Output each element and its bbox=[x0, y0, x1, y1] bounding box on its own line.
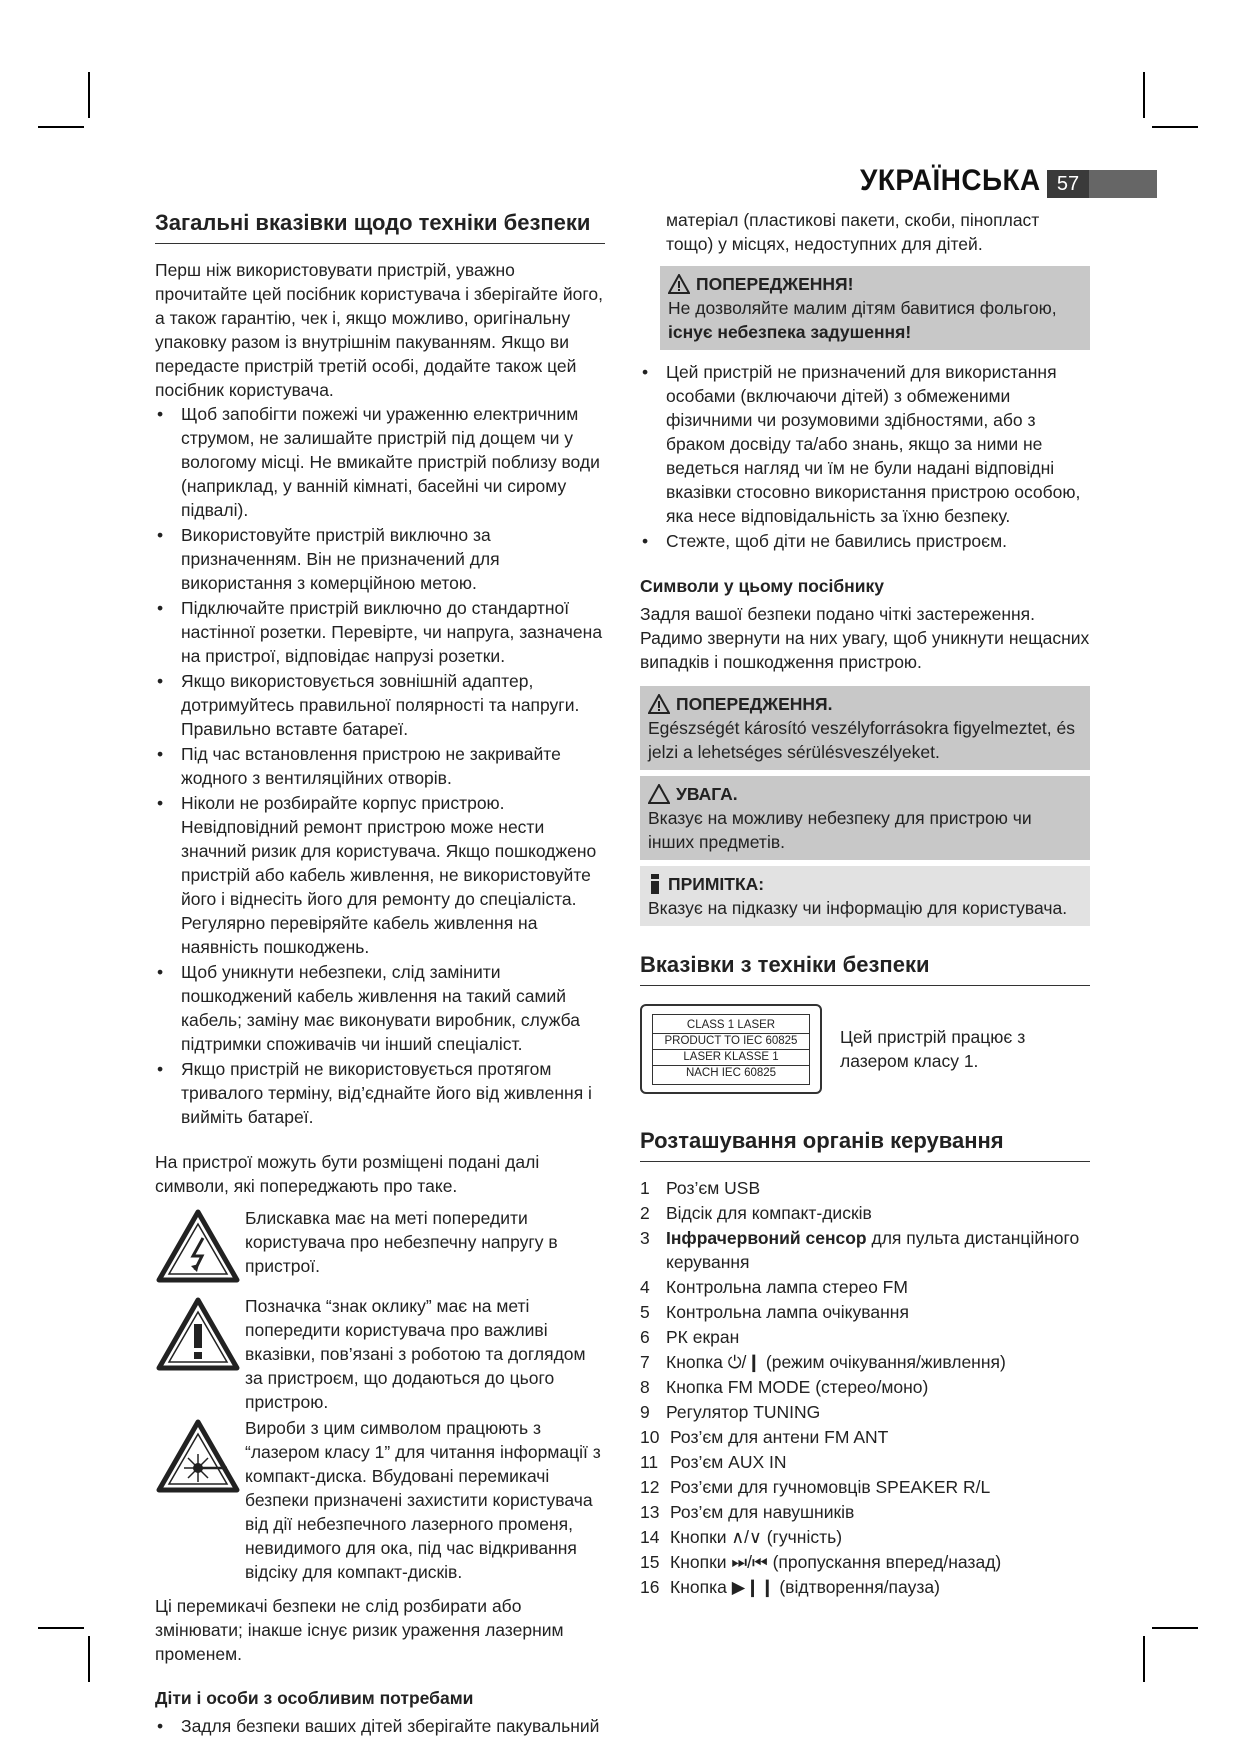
symbol-exclamation-text: Позначка “знак оклику” має на меті попередити користувача про важливі вказівки, пов’язані з роботою та доглядом за пристроєм, що додаються до цього пристрою. bbox=[245, 1296, 586, 1412]
caution-box-text: Вказує на можливу небезпеку для пристрою чи інших предметів. bbox=[648, 808, 1032, 852]
crop-mark bbox=[1152, 126, 1198, 128]
children-title: Діти і особи з особливим потребами bbox=[155, 1688, 474, 1708]
section-title-general-safety: Загальні вказівки щодо техніки безпеки bbox=[155, 208, 605, 244]
control-number: 16 bbox=[640, 1577, 660, 1597]
control-label: Роз’єми для гучномовців SPEAKER R/L bbox=[670, 1477, 991, 1497]
bullet-icon: • bbox=[157, 793, 164, 813]
bullet-icon: • bbox=[157, 962, 164, 982]
control-label: Кнопка ▶❙❙ (відтворення/пауза) bbox=[670, 1577, 940, 1597]
list-item: • Ніколи не розбирайте корпус пристрою. Невідповідний ремонт пристрою може нести значний ризик для користувача. Якщо пошкоджено пристрій або кабель живлення, не використовуйте його і віднесіть його для ремонту до спеціаліста. Регулярно перевіряйте кабель живлення на наявність пошкоджень. bbox=[157, 793, 597, 957]
control-label: Контрольна лампа очікування bbox=[666, 1302, 909, 1322]
controls-list bbox=[640, 1176, 1090, 1599]
bullet-icon: • bbox=[642, 531, 649, 551]
control-number: 2 bbox=[640, 1203, 650, 1223]
control-number: 6 bbox=[640, 1327, 650, 1347]
warning-triangle-icon bbox=[648, 694, 670, 714]
list-item: • Якщо використовується зовнішній адаптер, дотримуйтесь правильної полярності та напруги. Правильно вставте батареї. bbox=[157, 671, 580, 739]
warning-triangle-icon bbox=[668, 274, 690, 294]
bullet-icon: • bbox=[157, 1716, 164, 1736]
list-item: • Задля безпеки ваших дітей зберігайте пакувальний bbox=[157, 1716, 600, 1736]
symbols-intro: На пристрої можуть бути розміщені подані далі символи, які попереджають про таке. bbox=[155, 1152, 540, 1196]
laser-class-label: CLASS 1 LASER PRODUCT TO IEC 60825 LASER KLASSE 1 NACH IEC 60825 bbox=[640, 1004, 822, 1094]
intro-paragraph: Перш ніж використовувати пристрій, уважно прочитайте цей посібник користувача і зберігайте його, а також гарантію, чек і, якщо можливо, оригінальну упаковку разом із внутрішнім пакуванням. Якщо ви передасте пристрій третій особі, додайте також цей посібник користувача. bbox=[155, 260, 603, 400]
warning-title: ПОПЕРЕДЖЕННЯ! bbox=[696, 274, 854, 294]
caution-box-title: УВАГА. bbox=[676, 784, 738, 804]
control-label: Контрольна лампа стерео FM bbox=[666, 1277, 908, 1297]
control-number: 11 bbox=[640, 1452, 659, 1472]
list-item: • Під час встановлення пристрою не закривайте жодного з вентиляційних отворів. bbox=[157, 744, 561, 788]
control-label: РК екран bbox=[666, 1327, 740, 1347]
symbol-lightning-row bbox=[155, 1206, 605, 1286]
control-label: Інфрачервоний сенсор для пульта дистанційного керування bbox=[666, 1228, 1080, 1272]
page-number: 57 bbox=[1047, 170, 1089, 198]
crop-mark bbox=[1143, 1636, 1145, 1682]
note-box-title: ПРИМІТКА: bbox=[668, 874, 765, 894]
symbol-exclamation-row bbox=[155, 1294, 605, 1414]
symbol-laser-text: Вироби з цим символом працюють з “лазером класу 1” для читання інформації з компакт-диска. Вбудовані перемикачі безпеки призначені захистити користувача від дії небезпечного лазерного променя, невидимого для ока, під час відкривання відсіку для компакт-дисків. bbox=[245, 1418, 601, 1582]
note-box-text: Вказує на підказку чи інформацію для користувача. bbox=[648, 898, 1068, 918]
warning-box-text: Egészségét károsító veszélyforrásokra figyelmeztet, és jelzi a lehetséges sérülésveszélyeket. bbox=[648, 718, 1075, 762]
safety-bullet-list bbox=[155, 402, 605, 1129]
bullet-icon: • bbox=[157, 598, 164, 618]
control-number: 9 bbox=[640, 1402, 650, 1422]
crop-mark bbox=[38, 1627, 84, 1629]
list-item bbox=[640, 1425, 1090, 1449]
control-number: 10 bbox=[640, 1427, 660, 1447]
control-number: 8 bbox=[640, 1377, 650, 1397]
page-number-bar bbox=[1047, 170, 1157, 198]
list-item: • Цей пристрій не призначений для використання особами (включаючи дітей) з обмеженими фізичними чи розумовими здібностями, або з браком досвіду та/або знань, якщо за ними не ведеться нагляд чи їм не були надані відповідні вказівки стосовно використання пристрою особою, яка несе відповідальність за їхню безпеку. bbox=[642, 362, 1081, 526]
control-label: Роз’єм USB bbox=[666, 1178, 761, 1198]
list-item bbox=[640, 1300, 1090, 1324]
bullet-icon: • bbox=[157, 744, 164, 764]
list-item bbox=[640, 1325, 1090, 1349]
list-item: • Підключайте пристрій виключно до стандартної настінної розетки. Перевірте, чи напруга, зазначена на пристрої, відповідає напрузі розетки. bbox=[157, 598, 603, 666]
language-header: УКРАЇНСЬКА bbox=[860, 164, 1041, 197]
list-item bbox=[640, 1226, 1090, 1274]
exclamation-warning-icon bbox=[155, 1294, 241, 1374]
control-number: 14 bbox=[640, 1527, 660, 1547]
warning-box bbox=[640, 686, 1090, 770]
section-title-controls: Розташування органів керування bbox=[640, 1126, 1090, 1162]
warning-box-title: ПОПЕРЕДЖЕННЯ. bbox=[676, 694, 833, 714]
list-item bbox=[640, 1575, 1090, 1599]
crop-mark bbox=[1143, 72, 1145, 118]
symbol-laser-row bbox=[155, 1416, 605, 1584]
list-item bbox=[640, 1350, 1090, 1374]
list-item: • Стежте, щоб діти не бавились пристроєм. bbox=[642, 531, 1007, 551]
control-label: Роз’єм для антени FM ANT bbox=[670, 1427, 889, 1447]
bullet-icon: • bbox=[157, 671, 164, 691]
list-item bbox=[640, 1400, 1090, 1424]
info-icon bbox=[648, 874, 662, 894]
warning-text: Не дозволяйте малим дітям бавитися фольгою, bbox=[668, 298, 1057, 318]
control-label: Роз’єм для навушників bbox=[670, 1502, 855, 1522]
left-column bbox=[155, 208, 605, 1739]
control-number: 15 bbox=[640, 1552, 660, 1572]
list-item bbox=[640, 1275, 1090, 1299]
continued-text: матеріал (пластикові пакети, скоби, пінопласт тощо) у місцях, недоступних для дітей. bbox=[666, 210, 1040, 254]
laser-text: Цей пристрій працює з лазером класу 1. bbox=[840, 1027, 1026, 1071]
crop-mark bbox=[38, 126, 84, 128]
list-item: • Якщо пристрій не використовується протягом тривалого терміну, від’єднайте його від живлення і вийміть батареї. bbox=[157, 1059, 592, 1127]
list-item: • Щоб запобігти пожежі чи ураженню електричним струмом, не залишайте пристрій під дощем чи у вологому місці. Не вмикайте пристрій поблизу води (наприклад, у ванній кімнаті, басейні чи сирому підвалі). bbox=[157, 404, 600, 520]
warning-emphasis: існує небезпека задушення! bbox=[668, 322, 912, 342]
crop-mark bbox=[1152, 1627, 1198, 1629]
control-label: Регулятор TUNING bbox=[666, 1402, 821, 1422]
bullet-icon: • bbox=[157, 525, 164, 545]
section-title-safety: Вказівки з техніки безпеки bbox=[640, 950, 1090, 986]
note-box bbox=[640, 866, 1090, 926]
control-number: 4 bbox=[640, 1277, 650, 1297]
symbols-title: Символи у цьому посібнику bbox=[640, 576, 884, 596]
right-column bbox=[640, 208, 1090, 1600]
laser-warning-icon bbox=[155, 1416, 241, 1496]
crop-mark bbox=[88, 1636, 90, 1682]
caution-triangle-icon bbox=[648, 784, 670, 804]
list-item: • Використовуйте пристрій виключно за призначенням. Він не призначений для використання з комерційною метою. bbox=[157, 525, 500, 593]
symbol-lightning-text: Блискавка має на меті попередити користувача про небезпечну напругу в пристрої. bbox=[245, 1208, 558, 1276]
switches-note: Ці перемикачі безпеки не слід розбирати або змінювати; інакше існує ризик ураження лазерним променем. bbox=[155, 1596, 564, 1664]
list-item bbox=[640, 1201, 1090, 1225]
symbols-text: Задля вашої безпеки подано чіткі застереження. Радимо звернути на них увагу, щоб уникнути нещасних випадків і пошкодження пристрою. bbox=[640, 604, 1090, 672]
list-item bbox=[640, 1450, 1090, 1474]
list-item bbox=[640, 1375, 1090, 1399]
control-label: Відсік для компакт-дисків bbox=[666, 1203, 872, 1223]
list-item: • Щоб уникнути небезпеки, слід замінити пошкоджений кабель живлення на такий самий кабель; заміну має виконувати виробник, служба підтримки споживачів чи інший спеціаліст. bbox=[157, 962, 581, 1054]
control-label: Кнопки ⏭/⏮ (пропускання вперед/назад) bbox=[670, 1552, 1002, 1572]
bullet-icon: • bbox=[642, 362, 649, 382]
control-number: 1 bbox=[640, 1178, 650, 1198]
laser-label-row bbox=[640, 1004, 1090, 1094]
control-number: 12 bbox=[640, 1477, 660, 1497]
caution-box bbox=[640, 776, 1090, 860]
control-label: Кнопка ⏻/❙ (режим очікування/живлення) bbox=[666, 1352, 1006, 1372]
list-item bbox=[640, 1500, 1090, 1524]
lightning-warning-icon bbox=[155, 1206, 241, 1286]
list-item bbox=[640, 1176, 1090, 1200]
control-number: 7 bbox=[640, 1352, 650, 1372]
control-number: 5 bbox=[640, 1302, 650, 1322]
bullet-icon: • bbox=[157, 1059, 164, 1079]
list-item bbox=[640, 1475, 1090, 1499]
control-label: Роз’єм AUX IN bbox=[670, 1452, 787, 1472]
bullet-icon: • bbox=[157, 404, 164, 424]
control-label: Кнопка FM MODE (стерео/моно) bbox=[666, 1377, 929, 1397]
control-label: Кнопки ∧/∨ (гучність) bbox=[670, 1527, 843, 1547]
list-item bbox=[640, 1525, 1090, 1549]
control-number: 3 bbox=[640, 1228, 650, 1248]
children-warning-box bbox=[660, 266, 1090, 350]
control-number: 13 bbox=[640, 1502, 660, 1522]
crop-mark bbox=[88, 72, 90, 118]
list-item bbox=[640, 1550, 1090, 1574]
